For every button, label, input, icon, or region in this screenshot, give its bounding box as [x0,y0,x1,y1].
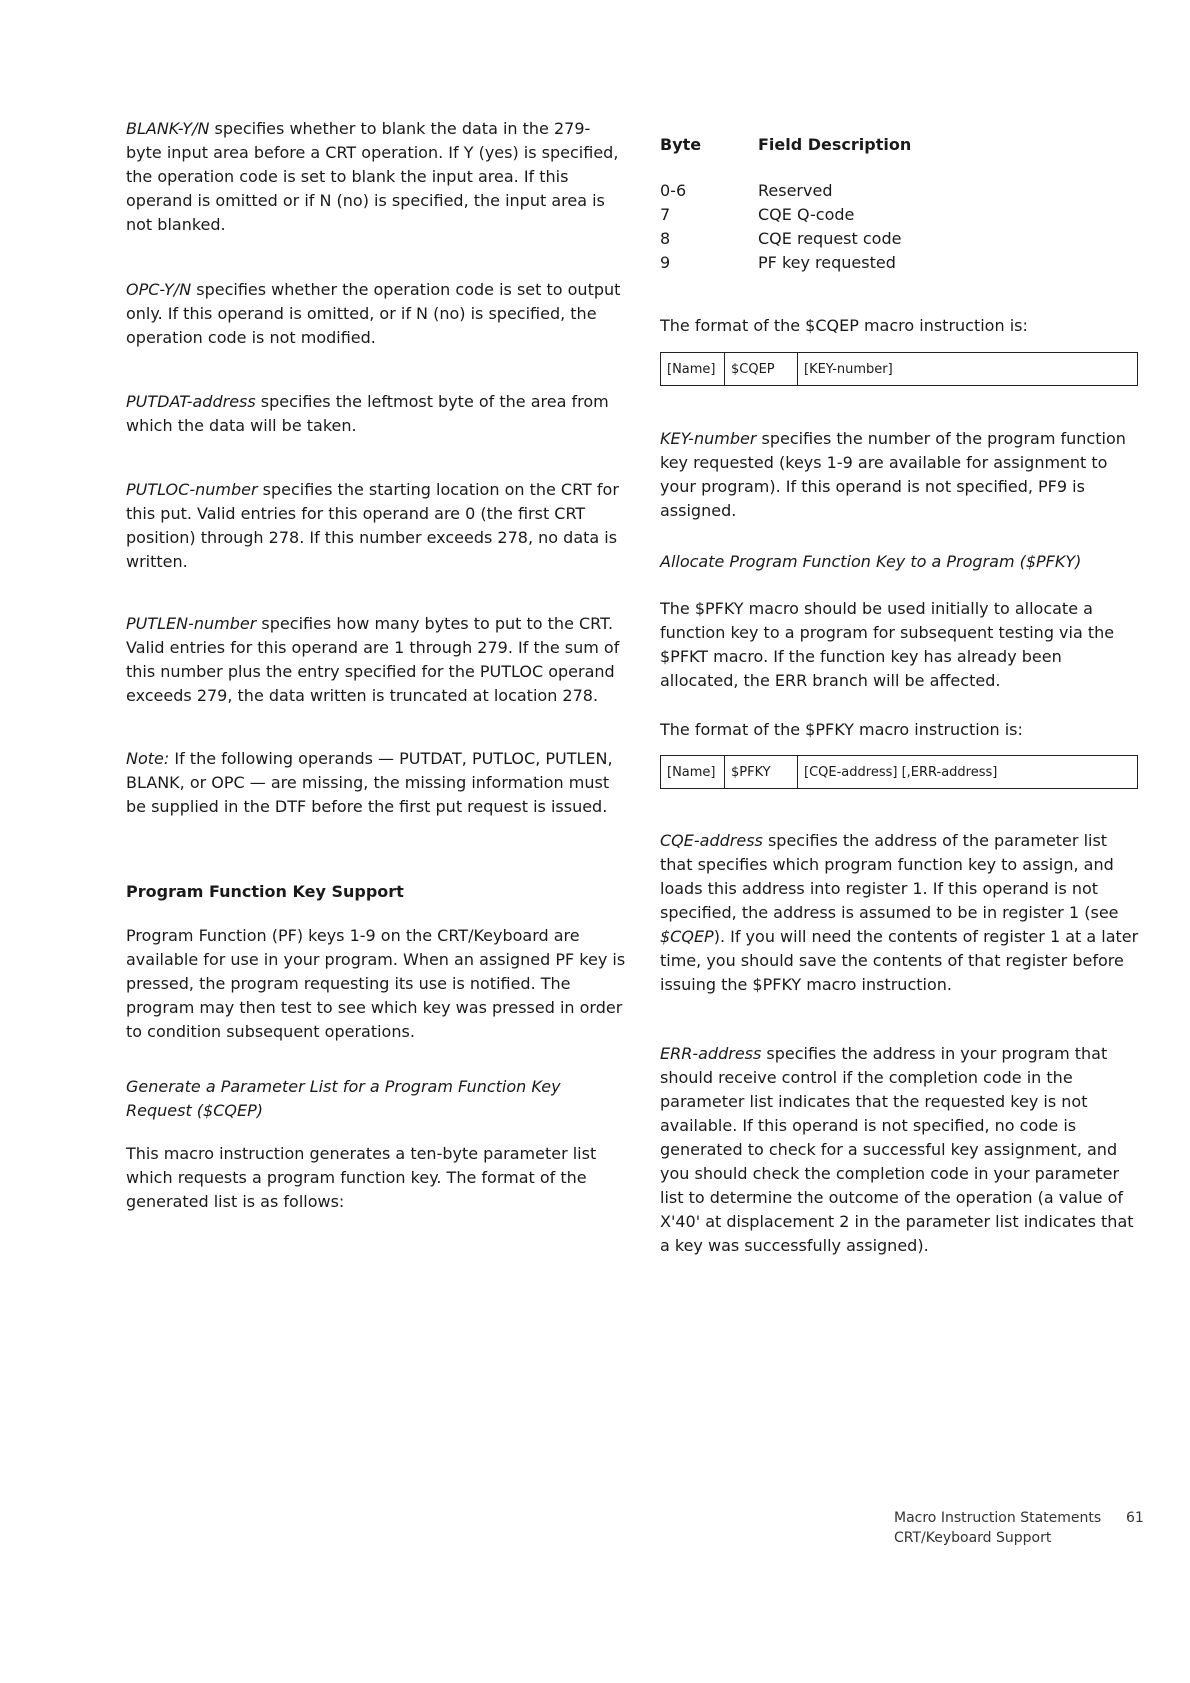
field-description-column-header: Field Description [758,135,912,154]
err-address-text: specifies the address in your program that should receive control if the completion code in the parameter list indicates that the requested key is not available. If this operand is not specified, no code is generated to check for a successful key assignment, and you should check the completion code in your parameter list to determine the outcome of the operation (a value of X'40' at displacement 2 in the parameter list indicates that a key was successfully assigned). [660,1044,1134,1255]
generate-param-list-heading: Generate a Parameter List for a Program Function Key Request ($CQEP) [126,1077,561,1120]
note-label: Note: [126,749,170,768]
format-opcode-field: $CQEP [725,353,798,385]
parameter-list-table [660,133,1058,275]
putdat-text: specifies the leftmost byte of the area from which the data will be taken. [126,392,609,435]
generate-param-list-text: This macro instruction generates a ten-byte parameter list which requests a program function key. The format of the generated list is as follows: [126,1144,597,1211]
table-cell-desc: CQE Q-code [758,205,855,224]
footer-section-title: Macro Instruction Statements [894,1510,1102,1526]
byte-column-header: Byte [660,135,702,154]
blank-text: specifies whether to blank the data in the 279-byte input area before a CRT operation. If Y (yes) is specified, the operation code is set to blank the input area. If this operand is omitted or if N (no) is specified, the input area is not blanked. [126,119,619,234]
cqep-format-box [660,352,1138,386]
opc-operand-paragraph [126,278,626,350]
putlen-text: specifies how many bytes to put to the CRT. Valid entries for this operand are 1 through 279. If the sum of this number plus the entry specified for the PUTLOC operand exceeds 279, the data written is truncated at location 278. [126,614,620,705]
blank-operand-paragraph [126,117,626,237]
table-cell-byte: 0-6 [660,181,687,200]
table-header-row [660,133,1058,157]
cqep-reference: $CQEP [660,927,714,946]
table-cell-byte: 7 [660,205,671,224]
putloc-text: specifies the starting location on the CRT for this put. Valid entries for this operand are 0 (the first CRT position) through 278. If this number exceeds 278, no data is written. [126,480,619,571]
putlen-operand-paragraph [126,612,626,708]
format-name-field: [Name] [661,353,725,385]
opc-text: specifies whether the operation code is set to output only. If this operand is omitted, or if N (no) is specified, the operation code is not modified. [126,280,621,347]
format-opcode-field: $PFKY [725,756,798,788]
cqep-format-intro: The format of the $CQEP macro instruction is: [660,316,1028,335]
putlen-term: PUTLEN-number [126,614,257,633]
putdat-term: PUTDAT-address [126,392,256,411]
table-cell-desc: CQE request code [758,229,902,248]
format-operand-field: [KEY-number] [804,361,893,377]
page-footer [894,1508,1144,1548]
pfk-support-text: Program Function (PF) keys 1-9 on the CRT/Keyboard are available for use in your program. When an assigned PF key is pressed, the program requesting its use is notified. The program may then test to see which key was pressed in order to condition subsequent operations. [126,926,626,1041]
page-number: 61 [1126,1510,1144,1526]
key-number-text: specifies the number of the program function key requested (keys 1-9 are available for assignment to your program). If this operand is not specified, PF9 is assigned. [660,429,1126,520]
cqe-address-term: CQE-address [660,831,763,850]
table-row [660,251,1058,275]
footer-subsection-title: CRT/Keyboard Support [894,1530,1052,1546]
allocate-pf-key-text: The $PFKY macro should be used initially to allocate a function key to a program for subsequent testing via the $PFKT macro. If the function key has already been allocated, the ERR branch will be affected. [660,599,1115,690]
cqe-address-text-continued: ). If you will need the contents of register 1 at a later time, you should save the contents of that register before issuing the $PFKY macro instruction. [660,927,1139,994]
err-address-term: ERR-address [660,1044,762,1063]
format-operand-field: [CQE-address] [,ERR-address] [804,764,998,780]
blank-term: BLANK-Y/N [126,119,210,138]
putdat-operand-paragraph [126,390,626,438]
pfky-format-intro: The format of the $PFKY macro instruction is: [660,720,1023,739]
opc-term: OPC-Y/N [126,280,192,299]
err-address-paragraph [660,1042,1140,1258]
note-text: If the following operands — PUTDAT, PUTLOC, PUTLEN, BLANK, or OPC — are missing, the missing information must be supplied in the DTF before the first put request is issued. [126,749,613,816]
table-row [660,227,1058,251]
format-name-field: [Name] [661,756,725,788]
pfk-support-heading: Program Function Key Support [126,882,404,901]
table-row [660,179,1058,203]
cqe-address-paragraph [660,829,1140,997]
table-cell-byte: 9 [660,253,671,272]
pfky-format-box [660,755,1138,789]
table-cell-desc: PF key requested [758,253,896,272]
note-paragraph [126,747,626,819]
table-row [660,203,1058,227]
allocate-pf-key-heading: Allocate Program Function Key to a Program ($PFKY) [660,552,1082,571]
cqe-address-text: specifies the address of the parameter list that specifies which program function key to assign, and loads this address into register 1. If this operand is not specified, the address is assumed to be in register 1 (see [660,831,1119,922]
key-number-term: KEY-number [660,429,757,448]
putloc-term: PUTLOC-number [126,480,258,499]
table-cell-byte: 8 [660,229,671,248]
key-number-paragraph [660,427,1140,523]
table-cell-desc: Reserved [758,181,833,200]
putloc-operand-paragraph [126,478,626,574]
